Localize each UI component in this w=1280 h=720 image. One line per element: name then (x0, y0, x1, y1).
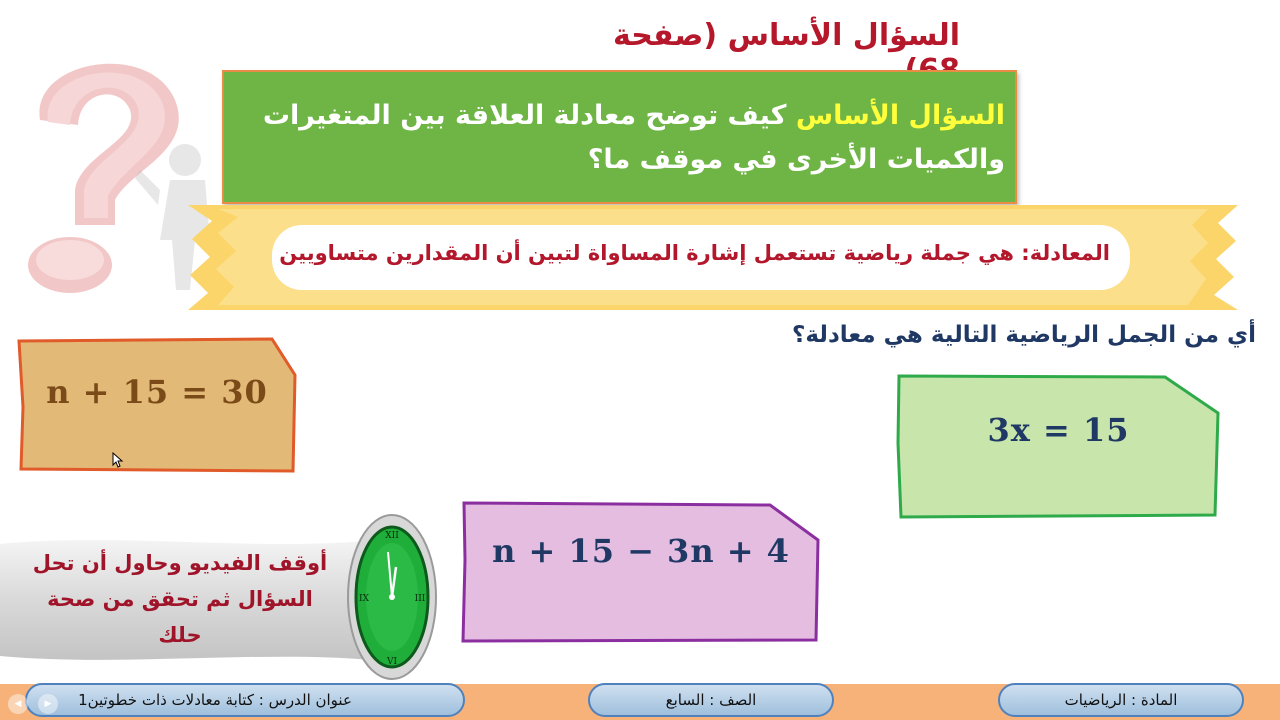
pause-note-text: أوقف الفيديو وحاول أن تحل السؤال ثم تحقق من صحة حلك (32, 551, 328, 647)
svg-text:III: III (414, 594, 426, 604)
essential-question-box (222, 70, 1017, 204)
option-card-a[interactable] (17, 337, 297, 475)
option-c-expression: n + 15 − 3n + 4 (492, 532, 790, 570)
definition-text: المعادلة: هي جملة رياضية تستعمل إشارة المساواة لتبين أن المقدارين متساويين (272, 225, 1130, 290)
svg-text:VI: VI (386, 657, 398, 667)
essential-question-text: كيف توضح معادلة العلاقة بين المتغيرات والكميات الأخرى في موقف ما؟ (262, 100, 1005, 175)
page-title: السؤال الأساس (صفحة (613, 18, 960, 53)
option-card-c-shape (460, 500, 822, 645)
footer-subject: المادة : الرياضيات (998, 683, 1244, 717)
mouse-cursor-icon (112, 452, 124, 468)
essential-question-label: السؤال الأساس (795, 100, 1005, 131)
footer-lesson-title: عنوان الدرس : كتابة معادلات ذات خطوتين1 (25, 683, 465, 717)
clock-icon (346, 512, 438, 682)
option-card-c[interactable] (460, 500, 822, 645)
svg-text:XII: XII (385, 531, 399, 541)
player-controls (4, 688, 94, 718)
option-card-b[interactable] (895, 373, 1222, 521)
svg-text:IX: IX (359, 594, 369, 604)
previous-icon[interactable]: ◀ (8, 694, 28, 714)
question-text: أي من الجمل الرياضية التالية هي معادلة؟ (792, 322, 1256, 348)
option-a-expression: n + 15 = 30 (46, 373, 268, 411)
play-icon[interactable]: ▶ (38, 694, 58, 714)
footer-grade: الصف : السابع (588, 683, 834, 717)
option-b-expression: 3x = 15 (987, 411, 1130, 449)
